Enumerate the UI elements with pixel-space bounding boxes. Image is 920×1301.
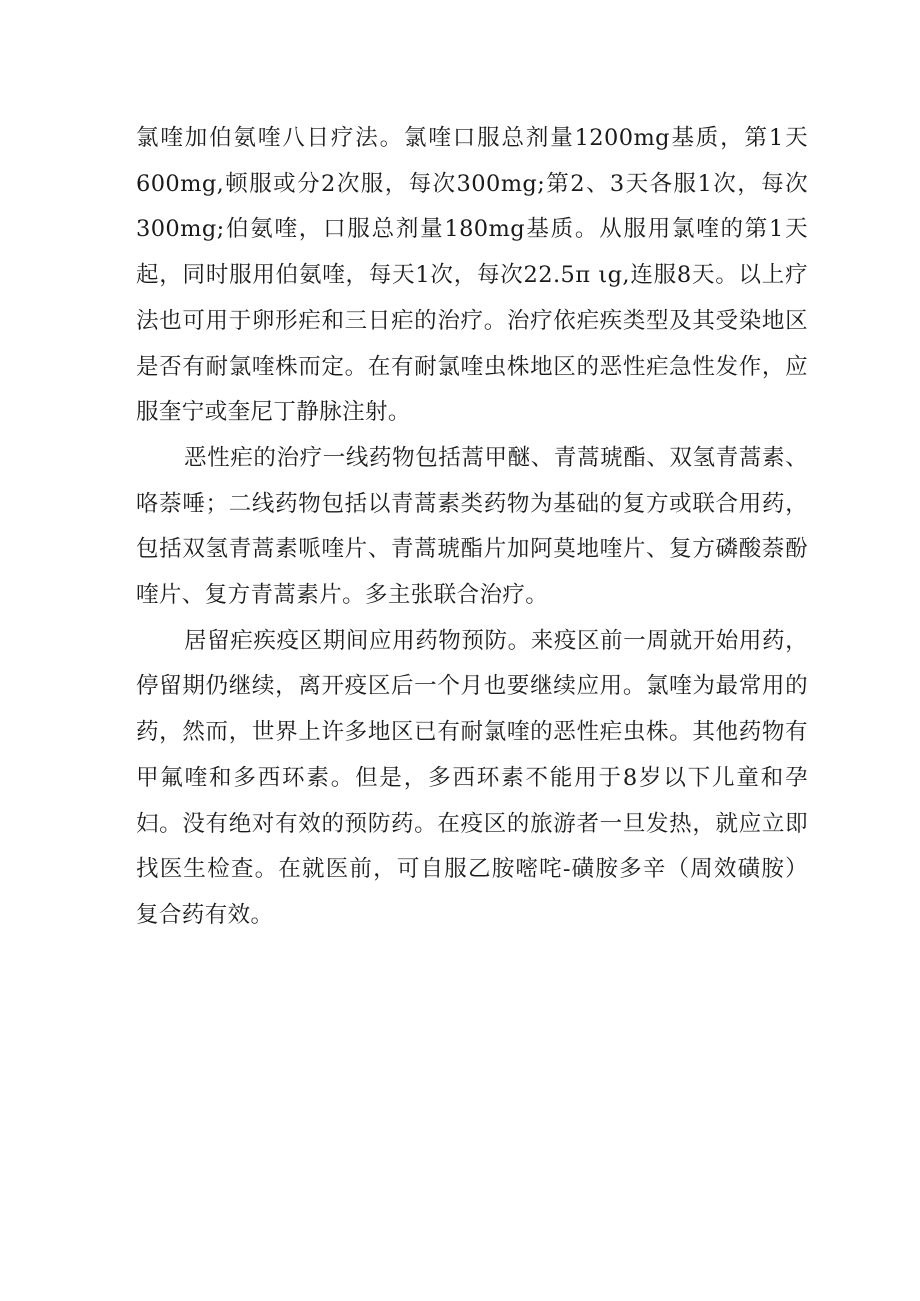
paragraph-chloroquine-primaquine-regimen: 氯喹加伯氨喹八日疗法。氯喹口服总剂量1200mg基质，第1天600mg,顿服或分2次服，每次300mg;第2、3天各服1次，每次300mg;伯氨喹，口服总剂量180mg基质。从服用氯喹的第1天起，同时服用伯氨喹，每天1次，每次22.5π ιg,连服8天。以上疗法也可用于卵形疟和三日疟的治疗。治疗依疟疾类型及其受染地区是否有耐氯喹株而定。在有耐氯喹虫株地区的恶性疟急性发作，应服奎宁或奎尼丁静脉注射。 xyxy=(136,125,808,426)
paragraph-falciparum-treatment: 恶性疟的治疗一线药物包括蒿甲醚、青蒿琥酯、双氢青蒿素、咯萘唾；二线药物包括以青蒿素类药物为基础的复方或联合用药，包括双氢青蒿素哌喹片、青蒿琥酯片加阿莫地喹片、复方磷酸萘酚喹片、复方青蒿素片。多主张联合治疗。 xyxy=(136,444,808,609)
document-body xyxy=(136,116,808,939)
paragraph-malaria-prophylaxis: 居留疟疾疫区期间应用药物预防。来疫区前一周就开始用药，停留期仍继续，离开疫区后一个月也要继续应用。氯喹为最常用的药，然而，世界上许多地区已有耐氯喹的恶性疟虫株。其他药物有甲氟喹和多西环素。但是，多西环素不能用于8岁以下儿童和孕妇。没有绝对有效的预防药。在疫区的旅游者一旦发热，就应立即找医生检查。在就医前，可自服乙胺嘧咤-磺胺多辛（周效磺胺）复合药有效。 xyxy=(136,627,808,928)
